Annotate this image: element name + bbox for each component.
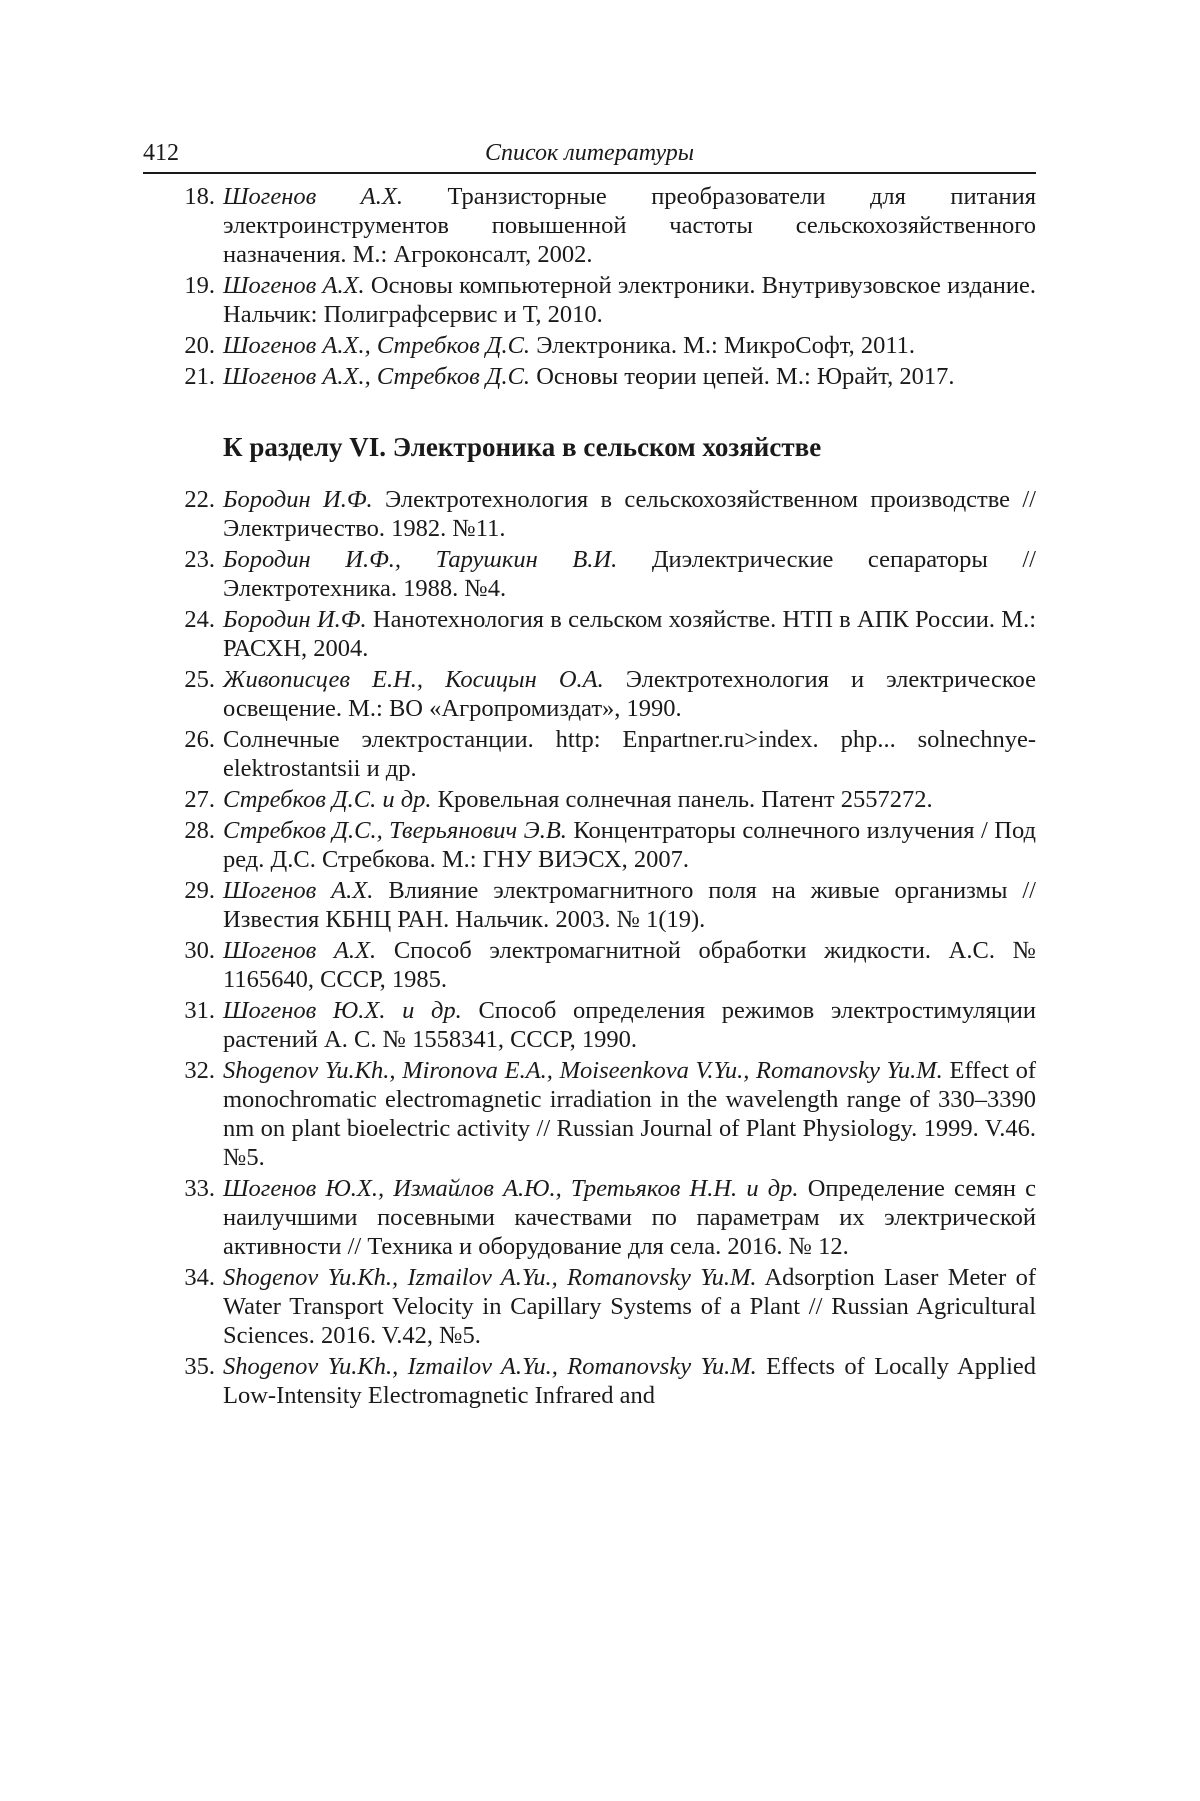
reference-entry xyxy=(143,485,1036,543)
reference-authors: Живописцев Е.Н., Косицын О.А. xyxy=(223,666,604,693)
reference-text: Концентраторы солнечного излучения / Под ред. Д.С. Стребкова. М.: ГНУ ВИЭСХ, 2007. xyxy=(223,817,1036,873)
reference-number: 23. xyxy=(184,546,215,573)
reference-authors: Шогенов А.Х., Стребков Д.С. xyxy=(223,363,531,390)
reference-number: 34. xyxy=(184,1264,215,1291)
reference-list xyxy=(143,182,1036,391)
reference-number: 28. xyxy=(184,817,215,844)
reference-authors: Стребков Д.С. и др. xyxy=(223,786,432,813)
reference-entry xyxy=(143,936,1036,994)
reference-authors: Шогенов Ю.Х., Измайлов А.Ю., Третьяков Н.Н. и др. xyxy=(223,1175,799,1202)
reference-text: Основы теории цепей. М.: Юрайт, 2017. xyxy=(530,363,955,390)
reference-text: Диэлектрические сепараторы // Электротехника. 1988. №4. xyxy=(223,546,1036,602)
reference-text: Основы компьютерной электроники. Внутривузовское издание. Нальчик: Полиграфсервис и Т, 2010. xyxy=(223,272,1036,328)
reference-entry xyxy=(143,816,1036,874)
reference-entry xyxy=(143,331,1036,360)
reference-entry xyxy=(143,545,1036,603)
reference-authors: Бородин И.Ф. xyxy=(223,486,373,513)
reference-number: 18. xyxy=(184,183,215,210)
reference-number: 30. xyxy=(184,937,215,964)
reference-authors: Стребков Д.С., Тверьянович Э.В. xyxy=(223,817,567,844)
reference-text: Электротехнология и электрическое освещение. М.: ВО «Агропромиздат», 1990. xyxy=(223,666,1036,722)
reference-text: Adsorption Laser Meter of Water Transport Velocity in Capillary Systems of a Plant // Russian Agricultural Sciences. 2016. V.42, №5. xyxy=(223,1264,1037,1349)
reference-list xyxy=(143,485,1036,1410)
reference-number: 27. xyxy=(184,786,215,813)
reference-number: 19. xyxy=(184,272,215,299)
reference-text: Способ электромагнитной обработки жидкости. А.С. № 1165640, СССР, 1985. xyxy=(223,937,1036,993)
reference-authors: Shogenov Yu.Kh., Izmailov A.Yu., Romanovsky Yu.M. xyxy=(223,1353,757,1380)
reference-entry xyxy=(143,996,1036,1054)
reference-text: Effect of monochromatic electromagnetic irradiation in the wavelength range of 330–3390 nm on plant bioelectric activity // Russian Journal of Plant Physiology. 1999. V.46. №5. xyxy=(223,1057,1036,1171)
reference-number: 22. xyxy=(184,486,215,513)
reference-authors: Shogenov Yu.Kh., Mironova E.A., Moiseenkova V.Yu., Romanovsky Yu.M. xyxy=(223,1057,943,1084)
reference-authors: Шогенов А.Х. xyxy=(223,877,374,904)
reference-number: 29. xyxy=(184,877,215,904)
reference-authors: Шогенов Ю.Х. и др. xyxy=(223,997,462,1024)
reference-entry xyxy=(143,182,1036,269)
reference-authors: Бородин И.Ф., Тарушкин В.И. xyxy=(223,546,618,573)
reference-entry xyxy=(143,1263,1036,1350)
reference-authors: Shogenov Yu.Kh., Izmailov A.Yu., Romanovsky Yu.M. xyxy=(223,1264,757,1291)
reference-text: Способ определения режимов электростимуляции растений А. С. № 1558341, СССР, 1990. xyxy=(223,997,1036,1053)
reference-entry xyxy=(143,362,1036,391)
reference-number: 25. xyxy=(184,666,215,693)
reference-text: Effects of Locally Applied Low-Intensity Electromagnetic Infrared and xyxy=(223,1353,1036,1409)
reference-entry xyxy=(143,271,1036,329)
reference-text: Влияние электромагнитного поля на живые организмы // Известия КБНЦ РАН. Нальчик. 2003. № 1(19). xyxy=(223,877,1036,933)
reference-entry xyxy=(143,665,1036,723)
reference-text: Электротехнология в сельскохозяйственном производстве // Электричество. 1982. №11. xyxy=(223,486,1036,542)
reference-entry xyxy=(143,1174,1036,1261)
page-number: 412 xyxy=(143,140,179,166)
reference-entry xyxy=(143,1352,1036,1410)
reference-number: 35. xyxy=(184,1353,215,1380)
reference-text: Солнечные электростанции. http: Enpartner.ru>index. php... solnechnye-elektrostantsii и др. xyxy=(223,726,1036,782)
reference-number: 26. xyxy=(184,726,215,753)
book-page xyxy=(143,138,1036,1412)
reference-number: 24. xyxy=(184,606,215,633)
reference-entry xyxy=(143,725,1036,783)
reference-number: 32. xyxy=(184,1057,215,1084)
reference-entry xyxy=(143,876,1036,934)
reference-text: Кровельная солнечная панель. Патент 2557272. xyxy=(431,786,933,813)
reference-authors: Шогенов А.Х. xyxy=(223,183,403,210)
reference-text: Электроника. М.: МикроСофт, 2011. xyxy=(530,332,916,359)
reference-number: 20. xyxy=(184,332,215,359)
reference-authors: Шогенов А.Х. xyxy=(223,937,377,964)
reference-authors: Бородин И.Ф. xyxy=(223,606,367,633)
reference-entry xyxy=(143,1056,1036,1172)
running-head xyxy=(143,138,1036,174)
reference-number: 33. xyxy=(184,1175,215,1202)
reference-authors: Шогенов А.Х., Стребков Д.С. xyxy=(223,332,531,359)
reference-entry xyxy=(143,785,1036,814)
running-title: Список литературы xyxy=(484,140,695,166)
reference-number: 21. xyxy=(184,363,215,390)
reference-text: Нанотехнология в сельском хозяйстве. НТП в АПК России. М.: РАСХН, 2004. xyxy=(223,606,1036,662)
reference-number: 31. xyxy=(184,997,215,1024)
reference-text: Определение семян с наилучшими посевными качествами по параметрам их электрической активности // Техника и оборудование для села. 2016. № 12. xyxy=(223,1175,1037,1260)
reference-entry xyxy=(143,605,1036,663)
reference-text: Транзисторные преобразователи для питания электроинструментов повышенной частоты сельскохозяйственного назначения. М.: Агроконсалт, 2002. xyxy=(223,183,1036,268)
reference-authors: Шогенов А.Х. xyxy=(223,272,365,299)
section-heading: К разделу VI. Электроника в сельском хозяйстве xyxy=(223,432,822,462)
